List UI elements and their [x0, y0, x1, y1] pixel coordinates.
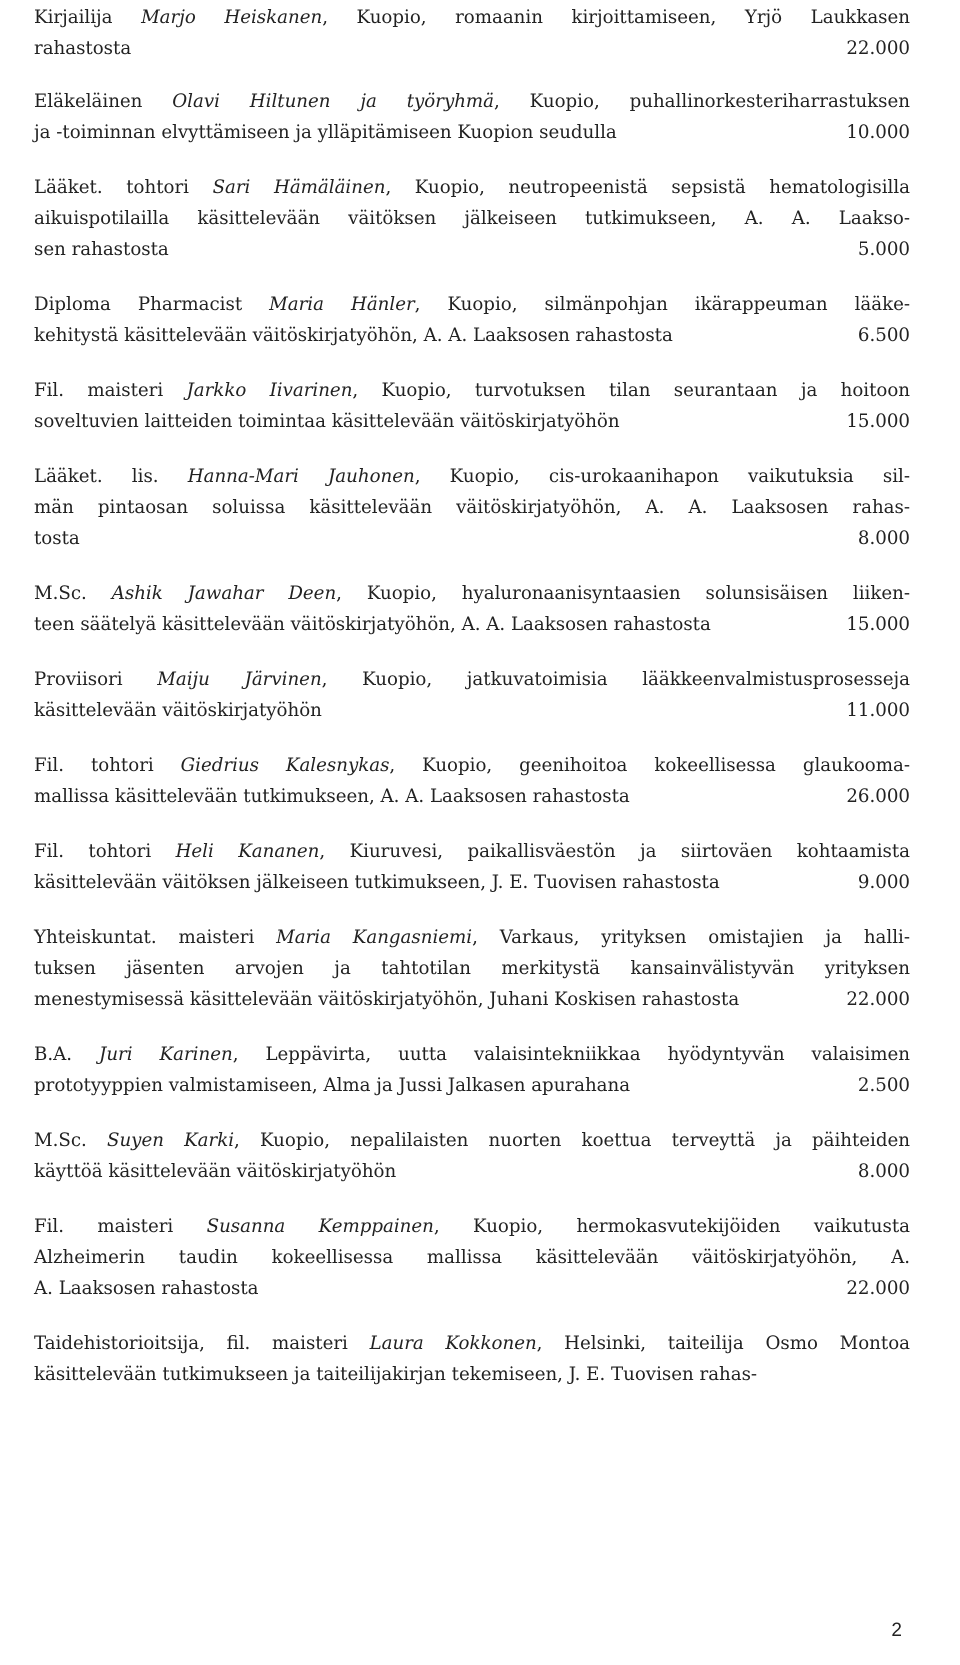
entry-text: M.Sc. — [34, 583, 112, 604]
recipient-name: Sari Hämäläinen — [212, 177, 386, 198]
entry-text: Fil. tohtori — [34, 755, 181, 776]
entry-text: soveltuvien laitteiden toimintaa käsittelevään väitöskirjatyöhön — [34, 411, 620, 432]
grant-entry — [34, 461, 910, 554]
entry-text: , Kuopio, neutropeenistä sepsistä hematologisilla — [385, 177, 910, 198]
entry-line — [34, 289, 910, 320]
entry-line — [34, 117, 910, 148]
entry-line — [34, 750, 910, 781]
entry-text: mallissa käsittelevään tutkimukseen, A. A. Laaksosen rahastosta — [34, 786, 630, 807]
grant-amount: 22.000 — [846, 1278, 910, 1299]
entry-text: Kirjailija — [34, 7, 142, 28]
entry-text: Lääket. lis. — [34, 466, 188, 487]
entry-line — [34, 1211, 910, 1242]
entry-line — [34, 1125, 910, 1156]
entry-text: käsittelevään väitöksen jälkeiseen tutkimukseen, J. E. Tuovisen rahastosta — [34, 872, 720, 893]
entry-text: , Kuopio, cis-urokaanihapon vaikutuksia sil- — [414, 466, 910, 487]
entry-text: , Kuopio, hyaluronaanisyntaasien solunsisäisen liiken- — [336, 583, 910, 604]
grant-amount: 22.000 — [846, 38, 910, 59]
entry-line — [34, 234, 910, 265]
entry-text: , Kuopio, puhallinorkesteriharrastuksen — [494, 91, 910, 112]
entry-line — [34, 1156, 910, 1187]
entry-text: kehitystä käsittelevään väitöskirjatyöhön, A. A. Laaksosen rahastosta — [34, 325, 673, 346]
entry-text: , Kuopio, nepalilaisten nuorten koettua terveyttä ja päihteiden — [234, 1130, 910, 1151]
entry-text: M.Sc. — [34, 1130, 107, 1151]
grant-entry — [34, 86, 910, 148]
entry-text: Yhteiskuntat. maisteri — [34, 927, 277, 948]
entry-line — [34, 1070, 910, 1101]
entry-line — [34, 1359, 910, 1390]
grant-entry — [34, 375, 910, 437]
recipient-name: Juri Karinen — [99, 1044, 233, 1065]
recipient-name: Maria Kangasniemi — [276, 927, 473, 948]
grant-entry — [34, 750, 910, 812]
entry-line — [34, 523, 910, 554]
grant-amount: 8.000 — [857, 528, 910, 549]
entry-line — [34, 695, 910, 726]
entry-line — [34, 1242, 910, 1273]
grant-amount: 15.000 — [846, 614, 910, 635]
entry-line — [34, 203, 910, 234]
recipient-name: Maria Hänler — [269, 294, 415, 315]
entry-line — [34, 461, 910, 492]
entry-line — [34, 492, 910, 523]
entry-text: Fil. tohtori — [34, 841, 176, 862]
grant-amount: 10.000 — [846, 122, 910, 143]
entry-line — [34, 1039, 910, 1070]
entry-text: Alzheimerin taudin kokeellisessa mallissa käsittelevään väitöskirjatyöhön, A. — [34, 1247, 910, 1268]
entry-text: ja -toiminnan elvyttämiseen ja ylläpitämiseen Kuopion seudulla — [34, 122, 617, 143]
recipient-name: Ashik Jawahar Deen — [111, 583, 337, 604]
grant-entry — [34, 1125, 910, 1187]
recipient-name: Hanna-Mari Jauhonen — [187, 466, 415, 487]
entry-text: rahastosta — [34, 38, 132, 59]
entry-line — [34, 781, 910, 812]
entry-text: , Kuopio, hermokasvutekijöiden vaikutusta — [433, 1216, 910, 1237]
grant-entry — [34, 1328, 910, 1390]
grant-amount: 9.000 — [857, 872, 910, 893]
entry-text: aikuispotilailla käsittelevään väitöksen jälkeiseen tutkimukseen, A. A. Laakso- — [34, 208, 910, 229]
entry-text: , Kuopio, turvotuksen tilan seurantaan ja hoitoon — [352, 380, 911, 401]
grant-amount: 11.000 — [846, 700, 910, 721]
recipient-name: Jarkko Iivarinen — [186, 380, 353, 401]
entry-line — [34, 984, 910, 1015]
entry-text: Fil. maisteri — [34, 380, 187, 401]
entry-text: , Kuopio, silmänpohjan ikärappeuman lääke- — [414, 294, 911, 315]
entry-text: teen säätelyä käsittelevään väitöskirjatyöhön, A. A. Laaksosen rahastosta — [34, 614, 711, 635]
grant-amount: 15.000 — [846, 411, 910, 432]
entry-text: , Kuopio, romaanin kirjoittamiseen, Yrjö Laukkasen — [322, 7, 910, 28]
entry-text: menestymisessä käsittelevään väitöskirjatyöhön, Juhani Koskisen rahastosta — [34, 989, 740, 1010]
entry-line — [34, 375, 910, 406]
grant-entry — [34, 664, 910, 726]
entry-line — [34, 86, 910, 117]
entry-line — [34, 2, 910, 33]
grant-entry — [34, 289, 910, 351]
recipient-name: Olavi Hiltunen ja työryhmä — [172, 91, 495, 112]
grant-entry — [34, 1211, 910, 1304]
entry-line — [34, 953, 910, 984]
grant-amount: 26.000 — [846, 786, 910, 807]
grant-amount: 22.000 — [846, 989, 910, 1010]
entry-text: , Kiuruvesi, paikallisväestön ja siirtoväen kohtaamista — [319, 841, 910, 862]
grant-amount: 2.500 — [857, 1075, 910, 1096]
entry-line — [34, 406, 910, 437]
entry-line — [34, 922, 910, 953]
entry-text: Fil. maisteri — [34, 1216, 207, 1237]
entry-line — [34, 172, 910, 203]
entry-line — [34, 609, 910, 640]
entry-line — [34, 33, 910, 64]
entry-line — [34, 867, 910, 898]
entry-text: prototyyppien valmistamiseen, Alma ja Jussi Jalkasen apurahana — [34, 1075, 631, 1096]
entry-text: tuksen jäsenten arvojen ja tahtotilan merkitystä kansainvälistyvän yrityksen — [34, 958, 910, 979]
grant-entry — [34, 578, 910, 640]
entry-text: käsittelevään tutkimukseen ja taiteilijakirjan tekemiseen, J. E. Tuovisen rahas- — [34, 1364, 758, 1385]
entry-line — [34, 1328, 910, 1359]
recipient-name: Heli Kananen — [175, 841, 320, 862]
entry-text: Taidehistorioitsija, fil. maisteri — [34, 1333, 370, 1354]
recipient-name: Marjo Heiskanen — [141, 7, 323, 28]
entry-text: sen rahastosta — [34, 239, 169, 260]
entry-line — [34, 1273, 910, 1304]
grant-entry — [34, 172, 910, 265]
entry-text: tosta — [34, 528, 80, 549]
entry-text: , Leppävirta, uutta valaisintekniikkaa hyödyntyvän valaisimen — [232, 1044, 911, 1065]
entry-text: B.A. — [34, 1044, 100, 1065]
recipient-name: Susanna Kemppainen — [206, 1216, 434, 1237]
grant-entry — [34, 922, 910, 1015]
entry-text: Lääket. tohtori — [34, 177, 213, 198]
entry-text: män pintaosan soluissa käsittelevään väitöskirjatyöhön, A. A. Laaksosen rahas- — [34, 497, 910, 518]
grant-amount: 5.000 — [857, 239, 910, 260]
recipient-name: Suyen Karki — [107, 1130, 235, 1151]
entry-text: käyttöä käsittelevään väitöskirjatyöhön — [34, 1161, 397, 1182]
grant-entry — [34, 2, 910, 64]
entry-line — [34, 320, 910, 351]
entry-text: käsittelevään väitöskirjatyöhön — [34, 700, 322, 721]
recipient-name: Giedrius Kalesnykas — [180, 755, 390, 776]
entry-line — [34, 836, 910, 867]
grant-amount: 6.500 — [857, 325, 910, 346]
entry-text: Proviisori — [34, 669, 158, 690]
entry-text: A. Laaksosen rahastosta — [34, 1278, 259, 1299]
entry-text: , Kuopio, geenihoitoa kokeellisessa glaukooma- — [389, 755, 910, 776]
recipient-name: Maiju Järvinen — [157, 669, 322, 690]
entry-text: , Helsinki, taiteilija Osmo Montoa — [536, 1333, 910, 1354]
entry-text: Diploma Pharmacist — [34, 294, 270, 315]
grant-entry — [34, 836, 910, 898]
recipient-name: Laura Kokkonen — [369, 1333, 537, 1354]
page-number: 2 — [891, 1620, 902, 1641]
entry-text: , Varkaus, yrityksen omistajien ja halli- — [472, 927, 911, 948]
grant-entry — [34, 1039, 910, 1101]
entry-text: Eläkeläinen — [34, 91, 173, 112]
entry-line — [34, 664, 910, 695]
entry-text: , Kuopio, jatkuvatoimisia lääkkeenvalmistusprosesseja — [321, 669, 910, 690]
grant-amount: 8.000 — [857, 1161, 910, 1182]
entry-line — [34, 578, 910, 609]
